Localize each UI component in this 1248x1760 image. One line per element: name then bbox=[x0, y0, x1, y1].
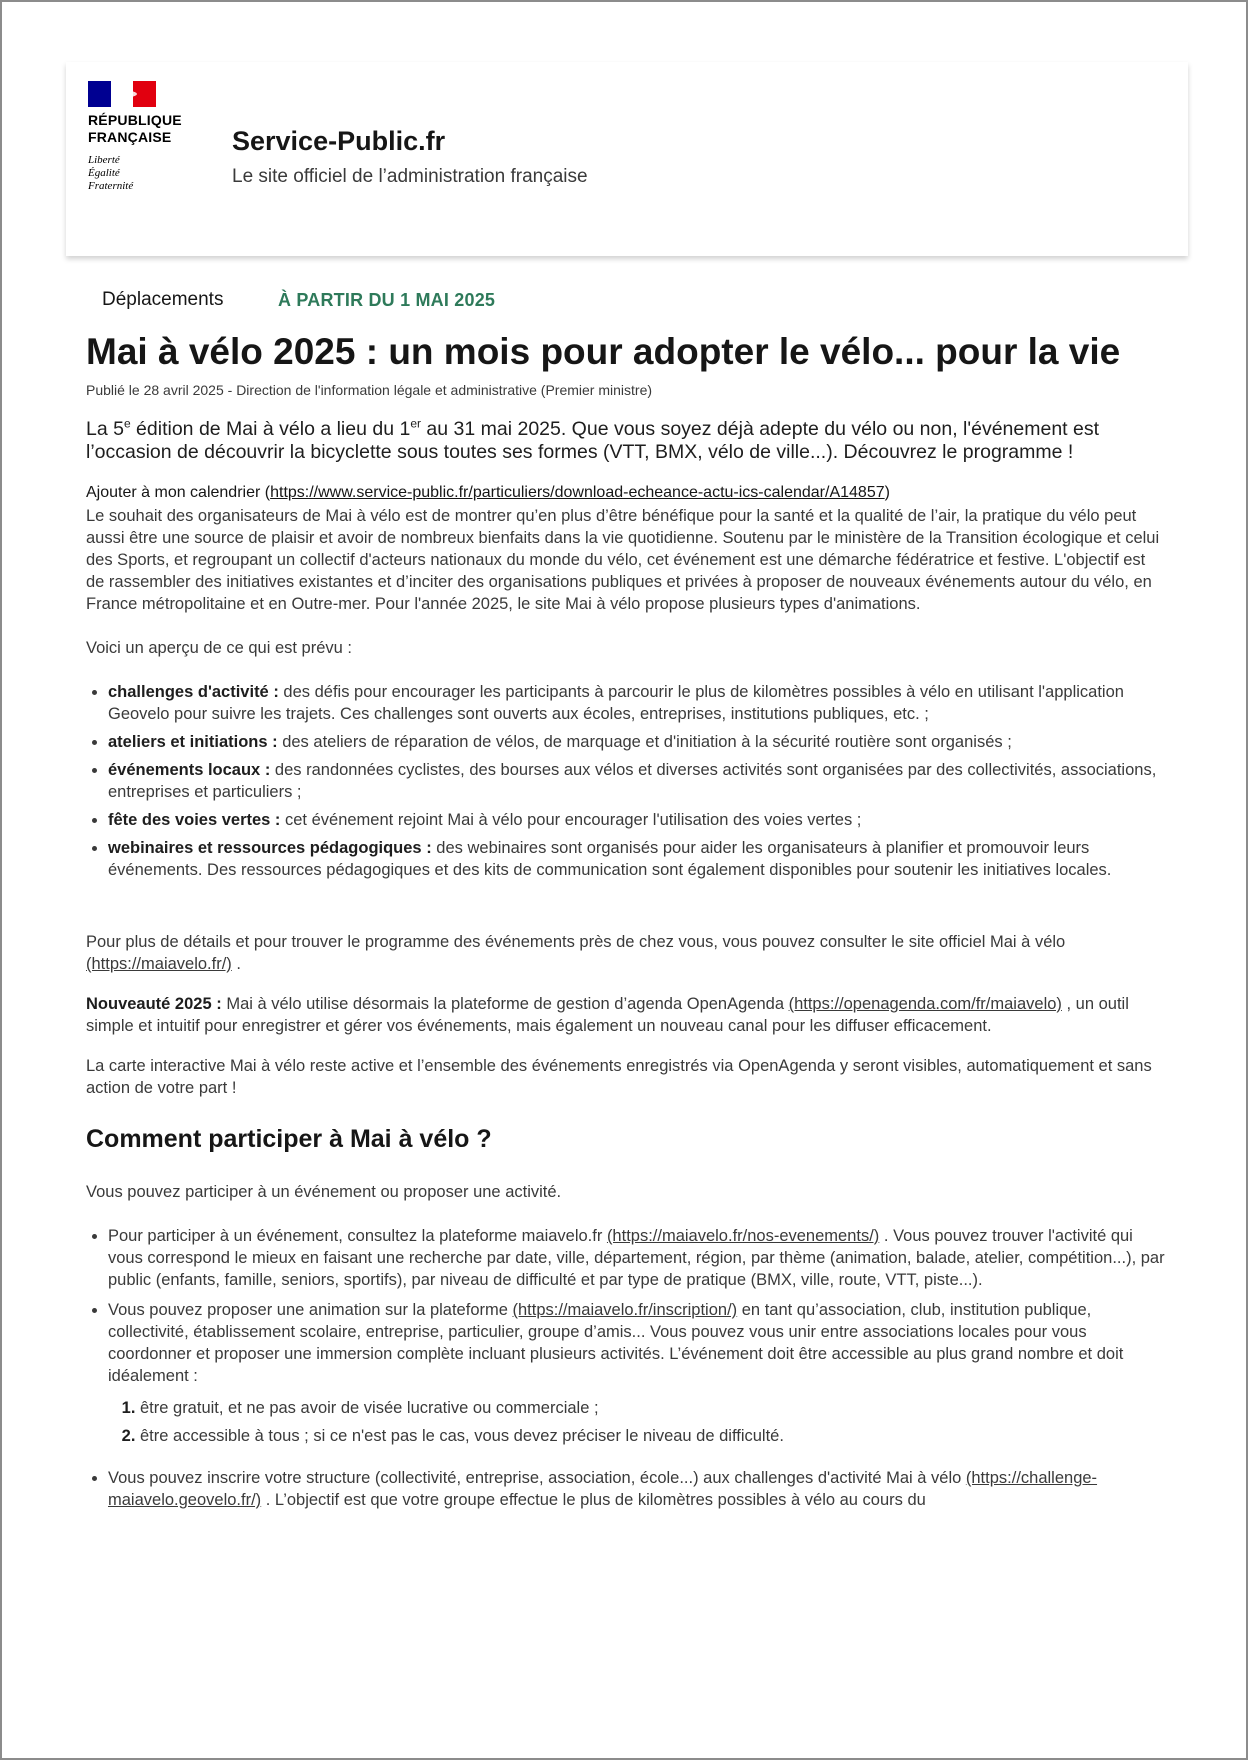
maiavelo-link[interactable]: (https://maiavelo.fr/) bbox=[86, 955, 232, 973]
site-title[interactable]: Service-Public.fr bbox=[232, 126, 446, 156]
list-item bbox=[108, 1225, 1166, 1291]
article-intro bbox=[86, 418, 1166, 464]
breadcrumb-category[interactable]: Déplacements bbox=[102, 289, 224, 310]
list-item bbox=[108, 1467, 1166, 1511]
activities-list bbox=[86, 681, 1166, 881]
intro-part1: La 5 bbox=[86, 418, 124, 440]
list-item-text: des défis pour encourager les participants à parcourir le plus de kilomètres possibles à vélo en utilisant l'application Geovelo pour suivre les trajets. Ces challenges sont ouverts aux écoles, entreprises, institutions publiques, etc. ; bbox=[108, 683, 1124, 723]
list-item bbox=[108, 809, 1166, 831]
motto-line1: Liberté bbox=[88, 154, 120, 166]
logo-name-line1: RÉPUBLIQUE bbox=[88, 112, 182, 128]
list-item-text: des webinaires sont organisés pour aider les organisateurs à planifier et promouvoir leurs événements. Des ressources pédagogiques et des kits de communication sont également disponibles pour soutenir les initiatives locales. bbox=[108, 839, 1112, 879]
calendar-link[interactable]: https://www.service-public.fr/particuliers/download-echeance-actu-ics-calendar/A14857 bbox=[270, 484, 885, 501]
openagenda-link[interactable]: (https://openagenda.com/fr/maiavelo) bbox=[788, 995, 1062, 1013]
list-item bbox=[108, 837, 1166, 881]
calendar-close: ) bbox=[884, 484, 890, 501]
list-item: 1. être gratuit, et ne pas avoir de visée lucrative ou commerciale ; bbox=[140, 1397, 1166, 1419]
more-details-text: Pour plus de détails et pour trouver le programme des événements près de chez vous, vous pouvez consulter le site officiel Mai à vélo bbox=[86, 933, 1066, 951]
novelty-end: , un outil simple et intuitif pour enregistrer et gérer vos événements, mais également un nouveau canal pour les diffuser efficacement. bbox=[86, 995, 1129, 1035]
novelty-text: Mai à vélo utilise désormais la plateforme de gestion d’agenda OpenAgenda bbox=[221, 995, 789, 1013]
logo-name-line2: FRANÇAISE bbox=[88, 129, 172, 145]
list-item-term: événements locaux : bbox=[108, 761, 271, 779]
list-item-text: Pour participer à un événement, consultez la plateforme maiavelo.fr bbox=[108, 1227, 607, 1245]
list-item-term: fête des voies vertes : bbox=[108, 811, 281, 829]
novelty-label: Nouveauté 2025 : bbox=[86, 995, 222, 1013]
list-item bbox=[108, 681, 1166, 725]
paragraph-map: La carte interactive Mai à vélo reste active et l’ensemble des événements enregistrés via OpenAgenda y seront visibles, automatiquement et sans action de votre part ! bbox=[86, 1057, 1152, 1097]
motto-line2: Égalité bbox=[88, 167, 120, 179]
requirements-list bbox=[108, 1397, 1166, 1447]
paragraph-organisers: Le souhait des organisateurs de Mai à vélo est de montrer qu’en plus d’être bénéfique pour la santé et la qualité de l’air, la pratique du vélo peut aussi être une source de plaisir et avoir de nombreux bienfaits dans la vie quotidienne. Soutenu par le ministère de la Transition écologique et celui des Sports, et regroupant un collectif d'acteurs nationaux du monde du vélo, cet événement est une démarche fédératrice et festive. L'objectif est de rassembler des initiatives existantes et d’inciter des organisations publiques et privées à proposer de nouveaux événements autour du vélo, en France métropolitaine et en Outre-mer. Pour l'année 2025, le site Mai à vélo propose plusieurs types d'animations. bbox=[86, 507, 1160, 613]
date-tag: À PARTIR DU 1 MAI 2025 bbox=[278, 290, 496, 310]
list-item bbox=[108, 731, 1166, 753]
site-subtitle: Le site officiel de l’administration française bbox=[232, 166, 588, 187]
list-item-text: Vous pouvez inscrire votre structure (collectivité, entreprise, association, école...) aux challenges d'activité Mai à vélo bbox=[108, 1469, 966, 1487]
site-header bbox=[66, 62, 1188, 256]
participation-list bbox=[86, 1225, 1166, 1511]
marianne-flag-icon bbox=[88, 81, 156, 107]
publication-info: Publié le 28 avril 2025 - Direction de l'information légale et administrative (Premier ministre) bbox=[86, 382, 653, 398]
section-heading-participate: Comment participer à Mai à vélo ? bbox=[86, 1125, 492, 1153]
list-item bbox=[108, 1299, 1166, 1459]
article-title: Mai à vélo 2025 : un mois pour adopter le vélo... pour la vie bbox=[86, 331, 1121, 372]
logo-motto bbox=[88, 154, 198, 193]
calendar-label: Ajouter à mon calendrier ( bbox=[86, 484, 271, 501]
list-item-term: challenges d'activité : bbox=[108, 683, 279, 701]
list-item-text: . L’objectif est que votre groupe effectue le plus de kilomètres possibles à vélo au cours du bbox=[261, 1491, 926, 1509]
paragraph-more-details bbox=[86, 931, 1166, 975]
paragraph-novelty bbox=[86, 993, 1166, 1037]
list-item-text: des ateliers de réparation de vélos, de marquage et d'initiation à la sécurité routière sont organisés ; bbox=[277, 733, 1012, 751]
add-to-calendar bbox=[86, 482, 1166, 504]
motto-line3: Fraternité bbox=[88, 180, 134, 192]
list-item-term: ateliers et initiations : bbox=[108, 733, 278, 751]
list-item-term: webinaires et ressources pédagogiques : bbox=[108, 839, 432, 857]
intro-part3: au 31 mai 2025. Que vous soyez déjà adepte du vélo ou non, l'événement est l’occasion de découvrir la bicyclette sous toutes ses formes (VTT, BMX, vélo de ville...). Découvrez le programme ! bbox=[86, 418, 1100, 463]
inscription-link[interactable]: (https://maiavelo.fr/inscription/) bbox=[512, 1301, 738, 1319]
list-item-text: des randonnées cyclistes, des bourses aux vélos et diverses activités sont organisées par des collectivités, associations, entreprises et particuliers ; bbox=[108, 761, 1157, 801]
list-item: 2. être accessible à tous ; si ce n'est pas le cas, vous devez préciser le niveau de difficulté. bbox=[140, 1425, 1166, 1447]
more-details-end: . bbox=[231, 955, 241, 973]
intro-part2: édition de Mai à vélo a lieu du 1 bbox=[130, 418, 411, 440]
paragraph-overview: Voici un aperçu de ce qui est prévu : bbox=[86, 639, 352, 657]
challenge-link[interactable]: (https://challenge-maiavelo.geovelo.fr/) bbox=[108, 1469, 1098, 1509]
list-item-text: Vous pouvez proposer une animation sur la plateforme bbox=[108, 1301, 513, 1319]
article-content bbox=[86, 330, 1166, 1519]
events-link[interactable]: (https://maiavelo.fr/nos-evenements/) bbox=[606, 1227, 880, 1245]
list-item-text: en tant qu’association, club, institution publique, collectivité, établissement scolaire, entreprise, particulier, groupe d’amis... Vous pouvez vous unir entre associations locales pour vous coordonner et proposer une immersion complète incluant plusieurs activités. L’événement doit être accessible au plus grand nombre et doit idéalement : bbox=[108, 1301, 1124, 1385]
paragraph-participate: Vous pouvez participer à un événement ou proposer une activité. bbox=[86, 1183, 562, 1201]
list-item-text: . Vous pouvez trouver l'activité qui vous correspond le mieux en faisant une recherche par date, ville, département, région, par thème (animation, balade, atelier, compétition...), par public (enfants, famille, seniors, sportifs), par niveau de difficulté et par type de pratique (BMX, ville, route, VTT, piste...). bbox=[108, 1227, 1165, 1289]
logo-name bbox=[88, 112, 198, 146]
list-item-text: cet événement rejoint Mai à vélo pour encourager l'utilisation des voies vertes ; bbox=[280, 811, 862, 829]
intro-sup1: e bbox=[123, 416, 131, 431]
republique-francaise-logo[interactable] bbox=[88, 81, 198, 193]
intro-sup2: er bbox=[410, 416, 421, 431]
list-item bbox=[108, 759, 1166, 803]
